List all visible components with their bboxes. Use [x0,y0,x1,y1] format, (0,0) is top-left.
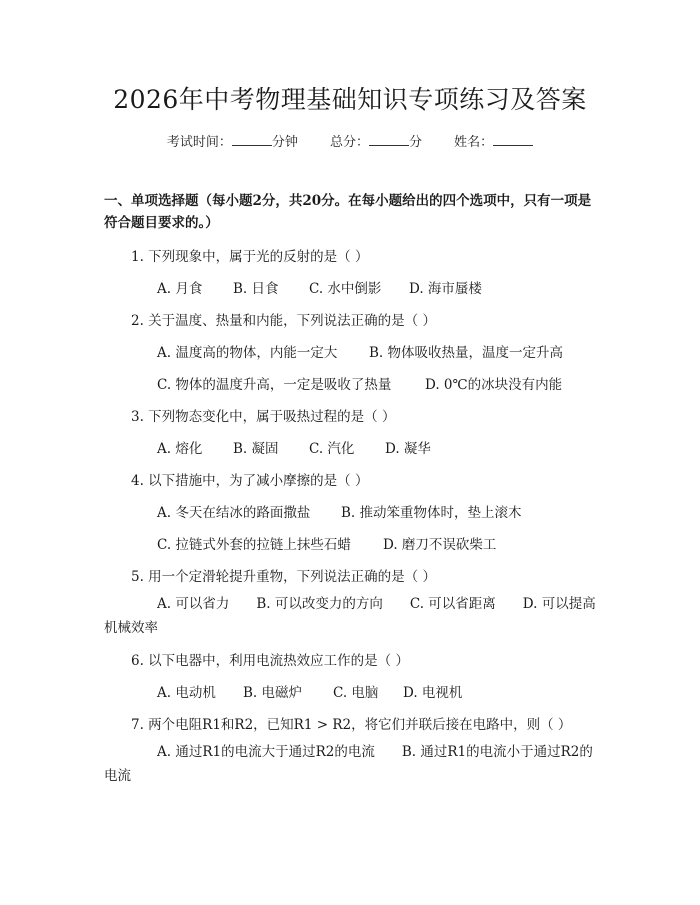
option: A. 可以省力 [157,596,230,612]
question-options [157,501,522,521]
option: B. 物体吸收热量，温度一定升高 [369,345,564,361]
question-stem: 2. 关于温度、热量和内能，下列说法正确的是（ ） [131,313,436,329]
option: B. 凝固 [233,441,279,457]
question-stem: 4. 以下措施中，为了减小摩擦的是（ ） [131,473,369,489]
option: A. 冬天在结冰的路面撒盐 [157,505,311,521]
option: C. 物体的温度升高，一定是吸收了热量 [157,377,392,393]
total-score-unit: 分 [409,135,423,150]
option: D. 磨刀不误砍柴工 [383,537,497,553]
option: D. 0℃的冰块没有内能 [425,377,563,393]
total-score-blank[interactable] [369,133,409,146]
question-options [157,681,462,701]
exam-time-blank[interactable] [232,133,272,146]
option: D. 可以提高机械效率 [104,596,596,636]
question-stem: 5. 用一个定滑轮提升重物，下列说法正确的是（ ） [131,569,436,585]
question-stem: 1. 下列现象中，属于光的反射的是（ ） [131,249,369,265]
total-score-field [330,135,426,150]
question-options [104,592,604,640]
option: A. 熔化 [157,441,203,457]
option: B. 通过R1的电流小于通过R2的电流 [104,744,593,784]
total-score-label: 总分： [329,135,369,150]
question-stem: 6. 以下电器中，利用电流热效应工作的是（ ） [131,653,409,669]
option: A. 温度高的物体，内能一定大 [157,345,338,361]
option: A. 通过R1的电流大于通过R2的电流 [157,744,375,760]
question-stem: 7. 两个电阻R1和R2，已知R1 > R2，将它们并联后接在电路中，则（ ） [131,717,572,733]
option: B. 可以改变力的方向 [256,596,383,612]
exam-time-unit: 分钟 [271,135,298,150]
student-name-blank[interactable] [493,133,533,146]
exam-time-field [167,135,302,150]
question-options [157,533,496,553]
option: C. 可以省距离 [409,596,496,612]
document-title: 2026年中考物理基础知识专项练习及答案 [113,85,587,114]
option: C. 电脑 [333,685,379,701]
option: B. 推动笨重物体时，垫上滚木 [341,505,522,521]
option: B. 电磁炉 [243,685,303,701]
exam-info-line [0,131,700,150]
option: A. 电动机 [157,685,216,701]
option: A. 月食 [157,281,203,297]
option: D. 电视机 [403,685,463,701]
question-options [157,373,562,393]
option: C. 拉链式外套的拉链上抹些石蜡 [157,537,351,553]
question-stem: 3. 下列物态变化中，属于吸热过程的是（ ） [131,409,396,425]
exam-time-label: 考试时间： [166,135,232,150]
option: D. 海市蜃楼 [409,281,482,297]
option: C. 水中倒影 [309,281,382,297]
option: B. 日食 [233,281,279,297]
question-options [104,740,604,788]
section-heading: 一、单项选择题（每小题2分，共20分。在每小题给出的四个选项中，只有一项是符合题目要求的。） [104,193,592,231]
option: C. 汽化 [309,441,355,457]
option: D. 凝华 [385,441,431,457]
question-options [157,341,563,361]
student-name-label: 姓名： [454,135,494,150]
question-options [157,437,431,457]
student-name-field [454,135,533,150]
question-options [157,277,482,297]
